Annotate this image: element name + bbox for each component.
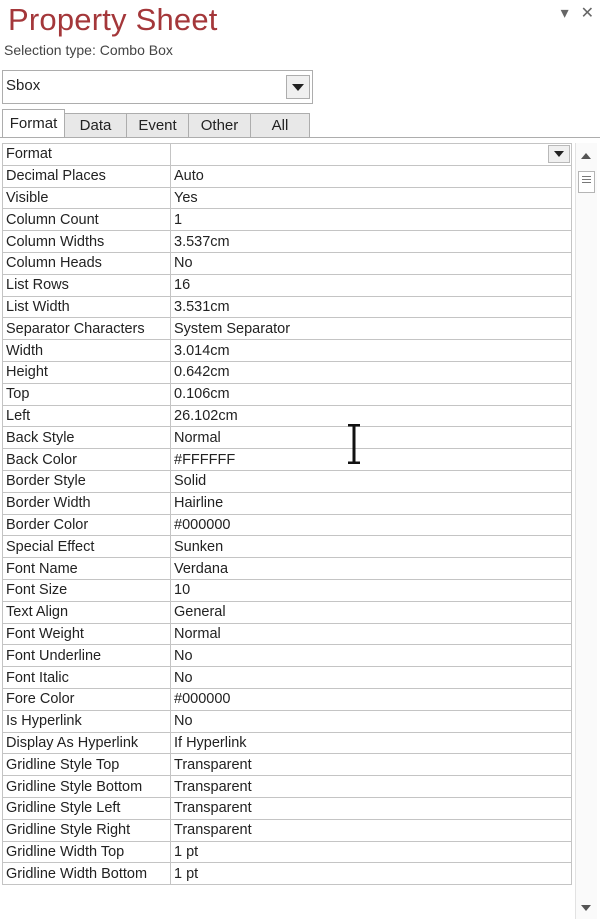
object-selector-value: Sbox [6,77,41,94]
property-name[interactable]: Gridline Style Right [3,819,171,841]
property-row[interactable] [3,470,572,492]
property-value[interactable]: 0.642cm [171,361,572,383]
property-value[interactable]: Transparent [171,776,572,798]
property-row[interactable] [3,514,572,536]
property-row[interactable] [3,405,572,427]
property-name[interactable]: Font Name [3,558,171,580]
vertical-scrollbar[interactable] [575,143,597,919]
property-row[interactable] [3,667,572,689]
property-grid [2,143,574,919]
window-controls [561,6,594,22]
property-value[interactable]: Transparent [171,797,572,819]
property-name[interactable]: Separator Characters [3,318,171,340]
property-tabs [2,110,309,137]
property-value[interactable]: No [171,667,572,689]
property-row[interactable] [3,579,572,601]
selection-type-label: Selection type: Combo Box [4,42,173,58]
tab-all[interactable]: All [250,113,310,137]
property-row[interactable] [3,754,572,776]
property-name[interactable]: Font Underline [3,645,171,667]
tab-format[interactable]: Format [2,109,65,137]
property-value[interactable]: Yes [171,187,572,209]
property-name[interactable]: Fore Color [3,688,171,710]
property-value[interactable]: If Hyperlink [171,732,572,754]
property-name[interactable]: Visible [3,187,171,209]
property-name[interactable]: Height [3,361,171,383]
property-name[interactable]: Top [3,383,171,405]
property-row[interactable] [3,318,572,340]
property-value[interactable]: Sunken [171,536,572,558]
property-name[interactable]: Column Count [3,209,171,231]
tab-other[interactable]: Other [188,113,251,137]
property-row[interactable] [3,449,572,471]
property-name[interactable]: Format [3,144,171,166]
ibeam-cursor-icon [346,424,362,464]
property-row[interactable] [3,841,572,863]
property-row[interactable] [3,536,572,558]
property-row[interactable] [3,645,572,667]
property-value[interactable]: Verdana [171,558,572,580]
property-value[interactable]: Transparent [171,754,572,776]
property-value[interactable]: No [171,645,572,667]
property-value[interactable]: #000000 [171,688,572,710]
property-row[interactable] [3,187,572,209]
scroll-down-icon[interactable] [581,905,591,911]
property-row[interactable] [3,427,572,449]
property-name[interactable]: Back Color [3,449,171,471]
property-value[interactable]: Normal [171,427,572,449]
property-row[interactable] [3,776,572,798]
property-name[interactable]: Font Italic [3,667,171,689]
property-name[interactable]: Gridline Style Bottom [3,776,171,798]
property-name[interactable]: List Rows [3,274,171,296]
property-value[interactable]: Transparent [171,819,572,841]
property-row[interactable] [3,296,572,318]
property-value[interactable]: Solid [171,470,572,492]
scrollbar-thumb[interactable] [578,171,595,193]
property-value[interactable]: 0.106cm [171,383,572,405]
property-row[interactable] [3,623,572,645]
property-row[interactable] [3,383,572,405]
property-value[interactable]: 26.102cm [171,405,572,427]
dropdown-arrow-icon[interactable] [286,75,310,99]
property-value[interactable]: 3.014cm [171,340,572,362]
chevron-down-icon[interactable]: ▾ [560,5,569,22]
property-value[interactable]: 1 pt [171,841,572,863]
property-name[interactable]: List Width [3,296,171,318]
property-value[interactable]: 1 pt [171,863,572,885]
property-value[interactable]: #FFFFFF [171,449,572,471]
tab-divider [0,137,600,138]
property-value[interactable]: 1 [171,209,572,231]
property-value[interactable]: 16 [171,274,572,296]
property-row[interactable] [3,732,572,754]
property-value[interactable]: 3.537cm [171,231,572,253]
property-name[interactable]: Column Widths [3,231,171,253]
property-row[interactable] [3,144,572,166]
property-value[interactable]: No [171,252,572,274]
property-row[interactable] [3,492,572,514]
property-row[interactable] [3,252,572,274]
tab-data[interactable]: Data [64,113,127,137]
tab-event[interactable]: Event [126,113,189,137]
property-name[interactable]: Column Heads [3,252,171,274]
property-value[interactable]: General [171,601,572,623]
property-value[interactable]: #000000 [171,514,572,536]
property-row[interactable] [3,819,572,841]
property-name[interactable]: Font Size [3,579,171,601]
property-row[interactable] [3,340,572,362]
property-name[interactable]: Is Hyperlink [3,710,171,732]
property-name[interactable]: Decimal Places [3,165,171,187]
property-row[interactable] [3,274,572,296]
property-value[interactable] [171,144,572,166]
property-row[interactable] [3,165,572,187]
property-row[interactable] [3,601,572,623]
dropdown-arrow-icon[interactable] [548,145,570,163]
object-selector-combo[interactable] [2,70,313,104]
property-name[interactable]: Border Style [3,470,171,492]
property-name[interactable]: Border Width [3,492,171,514]
property-row[interactable] [3,797,572,819]
property-value[interactable]: Normal [171,623,572,645]
property-name[interactable]: Display As Hyperlink [3,732,171,754]
property-value[interactable]: 10 [171,579,572,601]
property-name[interactable]: Width [3,340,171,362]
property-name[interactable]: Text Align [3,601,171,623]
property-value[interactable]: Hairline [171,492,572,514]
property-value[interactable]: 3.531cm [171,296,572,318]
property-name[interactable]: Border Color [3,514,171,536]
property-row[interactable] [3,231,572,253]
property-name[interactable]: Gridline Style Left [3,797,171,819]
property-name[interactable]: Gridline Width Bottom [3,863,171,885]
property-value[interactable]: Auto [171,165,572,187]
property-name[interactable]: Special Effect [3,536,171,558]
property-row[interactable] [3,688,572,710]
property-row[interactable] [3,558,572,580]
property-name[interactable]: Left [3,405,171,427]
property-name[interactable]: Gridline Style Top [3,754,171,776]
property-row[interactable] [3,710,572,732]
property-row[interactable] [3,863,572,885]
property-name[interactable]: Back Style [3,427,171,449]
close-icon[interactable]: ✕ [580,5,594,22]
property-name[interactable]: Gridline Width Top [3,841,171,863]
property-value[interactable]: System Separator [171,318,572,340]
property-row[interactable] [3,209,572,231]
property-sheet-title: Property Sheet [8,2,218,37]
property-row[interactable] [3,361,572,383]
property-name[interactable]: Font Weight [3,623,171,645]
property-value[interactable]: No [171,710,572,732]
scroll-up-icon[interactable] [581,153,591,159]
